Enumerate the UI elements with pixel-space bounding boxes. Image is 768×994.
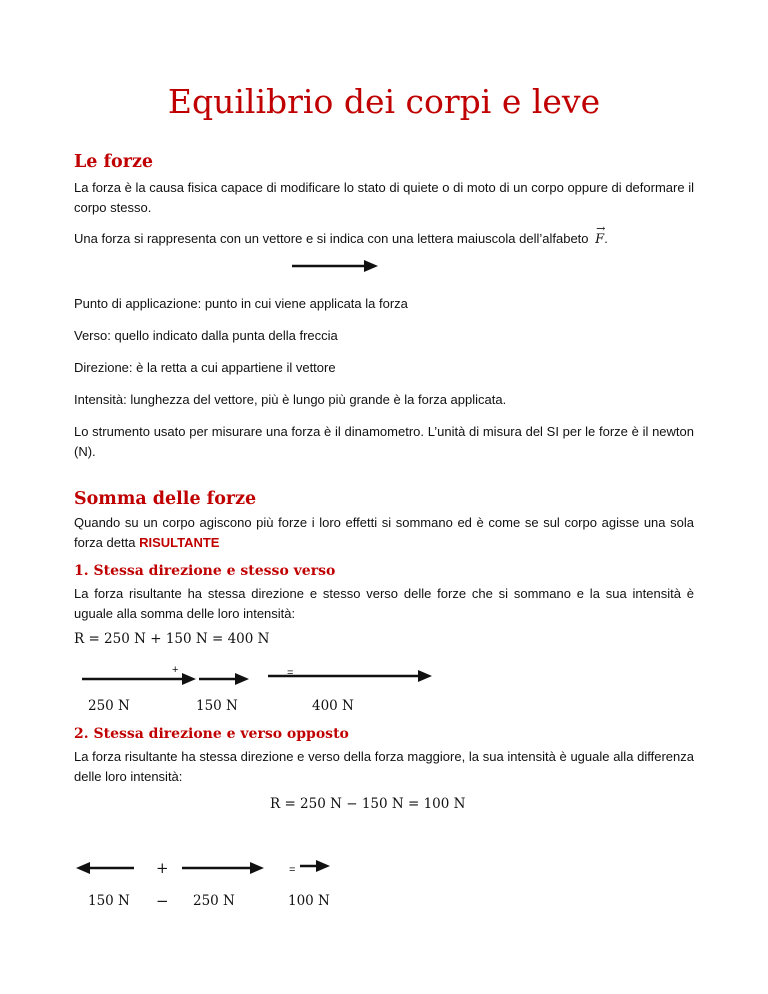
plus-sign-case-1: + — [172, 664, 179, 676]
label-100n-case-2: 100 N — [288, 893, 330, 909]
equals-sign-case-1: = — [287, 667, 294, 679]
paragraph-risultante-text: Quando su un corpo agiscono più forze i loro effetti si sommano ed è come se sul corpo agisse una sola forza detta — [74, 515, 694, 550]
heading-case-1: 1. Stessa direzione e stesso verso — [74, 563, 336, 579]
arrow-150n-case-1 — [199, 671, 249, 687]
label-250n-case-1: 250 N — [88, 698, 130, 714]
example-vector-arrow — [292, 258, 378, 274]
arrow-400n-case-1 — [268, 668, 432, 684]
paragraph-dinamometro: Lo strumento usato per misurare una forza è il dinamometro. L’unità di misura del SI per le forze è il newton (N). — [74, 424, 694, 459]
heading-case-2: 2. Stessa direzione e verso opposto — [74, 726, 349, 742]
arrow-100n-case-2 — [300, 858, 330, 874]
label-150n-case-1: 150 N — [196, 698, 238, 714]
paragraph-definition: La forza è la causa fisica capace di modificare lo stato di quiete o di moto di un corpo oppure di deformare il corpo stesso. — [74, 180, 694, 215]
item-intensita: Intensità: lunghezza del vettore, più è lungo più grande è la forza applicata. — [74, 392, 507, 407]
equation-case-2: R = 250 N − 150 N = 100 N — [270, 796, 466, 812]
equation-case-1: R = 250 N + 150 N = 400 N — [74, 631, 270, 647]
vector-symbol — [595, 222, 606, 250]
label-400n-case-1: 400 N — [312, 698, 354, 714]
vector-letter: F — [595, 232, 605, 247]
paragraph-case-2: La forza risultante ha stessa direzione e verso della forza maggiore, la sua intensità è uguale alla differenza delle loro intensità: — [74, 749, 694, 784]
page-title: Equilibrio dei corpi e leve — [167, 82, 601, 121]
arrow-250n-case-1 — [82, 671, 196, 687]
minus-sign-case-2: − — [156, 892, 169, 910]
vector-arrow: → — [596, 222, 606, 235]
paragraph-case-1: La forza risultante ha stessa direzione e stesso verso delle forze che si sommano e la sua intensità è uguale alla somma delle loro intensità: — [74, 586, 694, 621]
label-250n-case-2: 250 N — [193, 893, 235, 909]
heading-le-forze: Le forze — [74, 152, 154, 172]
arrow-250n-case-2 — [182, 860, 264, 876]
item-punto: Punto di applicazione: punto in cui viene applicata la forza — [74, 296, 408, 311]
risultante-highlight: RISULTANTE — [139, 535, 220, 550]
heading-somma-delle-forze: Somma delle forze — [74, 489, 257, 509]
equals-sign-case-2: = — [289, 864, 296, 876]
item-verso: Verso: quello indicato dalla punta della freccia — [74, 328, 338, 343]
label-150n-case-2: 150 N — [88, 893, 130, 909]
arrow-150n-case-2 — [76, 860, 134, 876]
plus-sign-case-2: + — [156, 859, 169, 877]
item-direzione: Direzione: è la retta a cui appartiene il vettore — [74, 360, 336, 375]
paragraph-vector-text: Una forza si rappresenta con un vettore e si indica con una lettera maiuscola dell’alfabeto — [74, 231, 589, 246]
paragraph-vector — [74, 222, 694, 250]
vector-period: . — [604, 231, 608, 246]
paragraph-risultante — [74, 513, 694, 553]
